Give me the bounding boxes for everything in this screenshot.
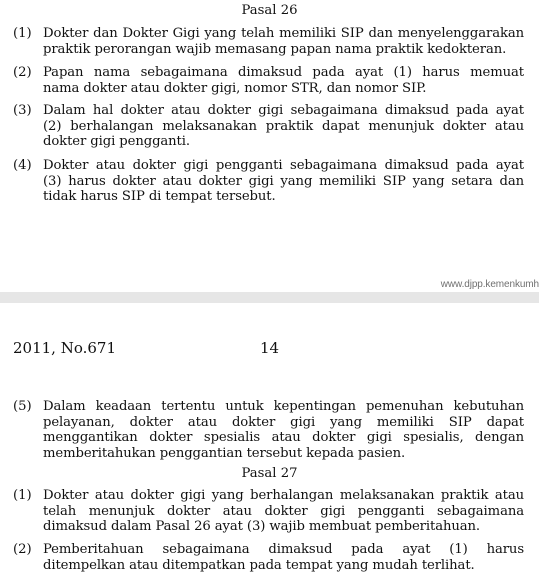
paragraph-line: Dokter atau dokter gigi pengganti sebagaimana dimaksud pada ayat bbox=[43, 158, 524, 173]
paragraph-text bbox=[43, 542, 524, 573]
paragraph-line: pelayanan, dokter atau dokter gigi yang memiliki SIP dapat bbox=[43, 414, 524, 430]
paragraph-number: (4) bbox=[13, 158, 32, 173]
document-page-bottom bbox=[0, 303, 539, 577]
paragraph-line: dokter gigi pengganti. bbox=[43, 134, 190, 150]
paragraph-line: Dalam keadaan tertentu untuk kepentingan pemenuhan kebutuhan bbox=[43, 399, 524, 414]
paragraph-line: praktik perorangan wajib memasang papan nama praktik kedokteran. bbox=[43, 41, 507, 57]
paragraph-number: (2) bbox=[13, 542, 32, 557]
paragraph-line: nama dokter atau dokter gigi, nomor STR, dan nomor SIP. bbox=[43, 80, 427, 96]
paragraph-line: Dalam hal dokter atau dokter gigi sebagaimana dimaksud pada ayat bbox=[43, 103, 524, 118]
paragraph-line: Dokter dan Dokter Gigi yang telah memiliki SIP dan menyelenggarakan bbox=[43, 26, 524, 41]
paragraph-line: Dokter atau dokter gigi yang berhalangan melaksanakan praktik atau bbox=[43, 488, 524, 503]
paragraph-text bbox=[43, 158, 524, 205]
paragraph-text bbox=[43, 103, 524, 150]
paragraph-text bbox=[43, 65, 524, 96]
page-number: 14 bbox=[260, 339, 280, 357]
article-heading-pasal-27: Pasal 27 bbox=[241, 466, 298, 481]
footer-url: www.djpp.kemenkumh bbox=[440, 279, 539, 290]
paragraph-line: menggantikan dokter spesialis atau dokter gigi spesialis, dengan bbox=[43, 430, 524, 446]
paragraph-line: Papan nama sebagaimana dimaksud pada ayat (1) harus memuat bbox=[43, 65, 524, 80]
paragraph-number: (1) bbox=[13, 488, 32, 503]
paragraph-number: (3) bbox=[13, 103, 32, 118]
paragraph-line: (2) berhalangan melaksanakan praktik dapat menunjuk dokter atau bbox=[43, 118, 524, 134]
paragraph-text bbox=[43, 26, 524, 57]
paragraph-line: telah menunjuk dokter atau dokter gigi pengganti sebagaimana bbox=[43, 503, 524, 519]
document-identifier: 2011, No.671 bbox=[13, 339, 117, 357]
paragraph-line: dimaksud dalam Pasal 26 ayat (3) wajib membuat pemberitahuan. bbox=[43, 519, 480, 535]
paragraph-number: (2) bbox=[13, 65, 32, 80]
paragraph-line: tidak harus SIP di tempat tersebut. bbox=[43, 189, 276, 205]
paragraph-text bbox=[43, 488, 524, 535]
page-separator bbox=[0, 292, 539, 303]
paragraph-line: Pemberitahuan sebagaimana dimaksud pada ayat (1) harus bbox=[43, 542, 524, 557]
paragraph-line: ditempelkan atau ditempatkan pada tempat yang mudah terlihat. bbox=[43, 557, 475, 573]
paragraph-line: (3) harus dokter atau dokter gigi yang memiliki SIP yang setara dan bbox=[43, 173, 524, 189]
paragraph-number: (5) bbox=[13, 399, 32, 414]
article-heading-pasal-26: Pasal 26 bbox=[241, 3, 298, 18]
paragraph-line: memberitahukan penggantian tersebut kepada pasien. bbox=[43, 445, 406, 461]
paragraph-text bbox=[43, 399, 524, 461]
paragraph-number: (1) bbox=[13, 26, 32, 41]
